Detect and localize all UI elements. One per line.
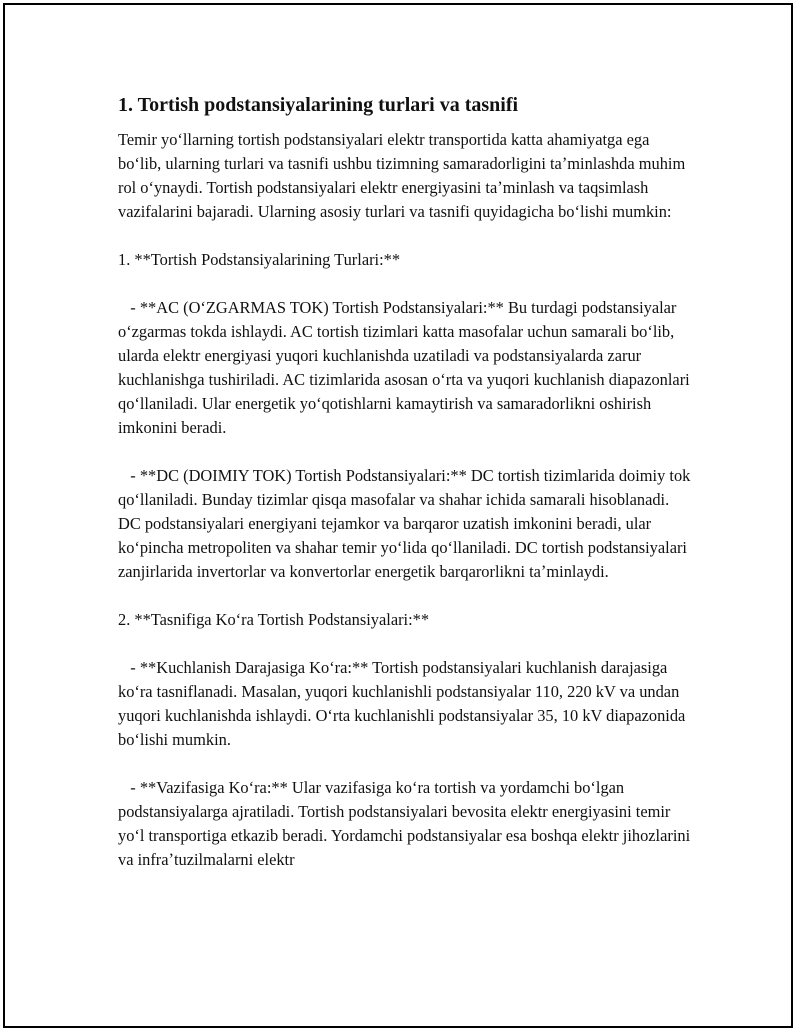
document-body	[118, 92, 694, 896]
list-item-dc: - **DC (DOIMIY TOK) Tortish Podstansiyalari:** DC tortish tizimlarida doimiy tok qoʻllaniladi. Bunday tizimlar qisqa masofalar va shahar ichida samarali hisoblanadi. DC podstansiyalari energiyani tejamkor va barqaror uzatish imkonini beradi, ular koʻpincha metropoliten va shahar temir yoʻlida qoʻllaniladi. DC tortish podstansiyalari zanjirlarida invertorlar va konvertorlar energetik barqarorlikni taʼminlaydi.	[118, 466, 691, 581]
section-heading-classification: 2. **Tasnifiga Koʻra Tortish Podstansiyalari:**	[118, 610, 430, 629]
section-heading-types: 1. **Tortish Podstansiyalarining Turlari:**	[118, 250, 401, 269]
intro-paragraph: Temir yoʻllarning tortish podstansiyalari elektr transportida katta ahamiyatga ega boʻlib, ularning turlari va tasnifi ushbu tizimning samaradorligini taʼminlashda muhim rol oʻynaydi. Tortish podstansiyalari elektr energiyasini taʼminlash va taqsimlash vazifalarini bajaradi. Ularning asosiy turlari va tasnifi quyidagicha boʻlishi mumkin:	[118, 130, 686, 221]
list-item-ac: - **AC (OʻZGARMAS TOK) Tortish Podstansiyalari:** Bu turdagi podstansiyalar oʻzgarmas tokda ishlaydi. AC tortish tizimlari katta masofalar uchun samarali boʻlib, ularda elektr energiyasi yuqori kuchlanishda uzatiladi va podstansiyalarda zarur kuchlanishga tushiriladi. AC tizimlarida asosan oʻrta va yuqori kuchlanish diapazonlari qoʻllaniladi. Ular energetik yoʻqotishlarni kamaytirish va samaradorlikni oshirish imkonini beradi.	[118, 298, 690, 437]
list-item-function: - **Vazifasiga Koʻra:** Ular vazifasiga koʻra tortish va yordamchi boʻlgan podstansiyalarga ajratiladi. Tortish podstansiyalari bevosita elektr energiyasini temir yoʻl transportiga etkazib beradi. Yordamchi podstansiyalar esa boshqa elektr jihozlarini va infraʼtuzilmalarni elektr	[118, 778, 691, 869]
document-title: 1. Tortish podstansiyalarining turlari va tasnifi	[118, 94, 519, 116]
list-item-voltage: - **Kuchlanish Darajasiga Koʻra:** Tortish podstansiyalari kuchlanish darajasiga koʻra tasniflanadi. Masalan, yuqori kuchlanishli podstansiyalar 110, 220 kV va undan yuqori kuchlanishda ishlaydi. Oʻrta kuchlanishli podstansiyalar 35, 10 kV diapazonida boʻlishi mumkin.	[118, 658, 686, 749]
